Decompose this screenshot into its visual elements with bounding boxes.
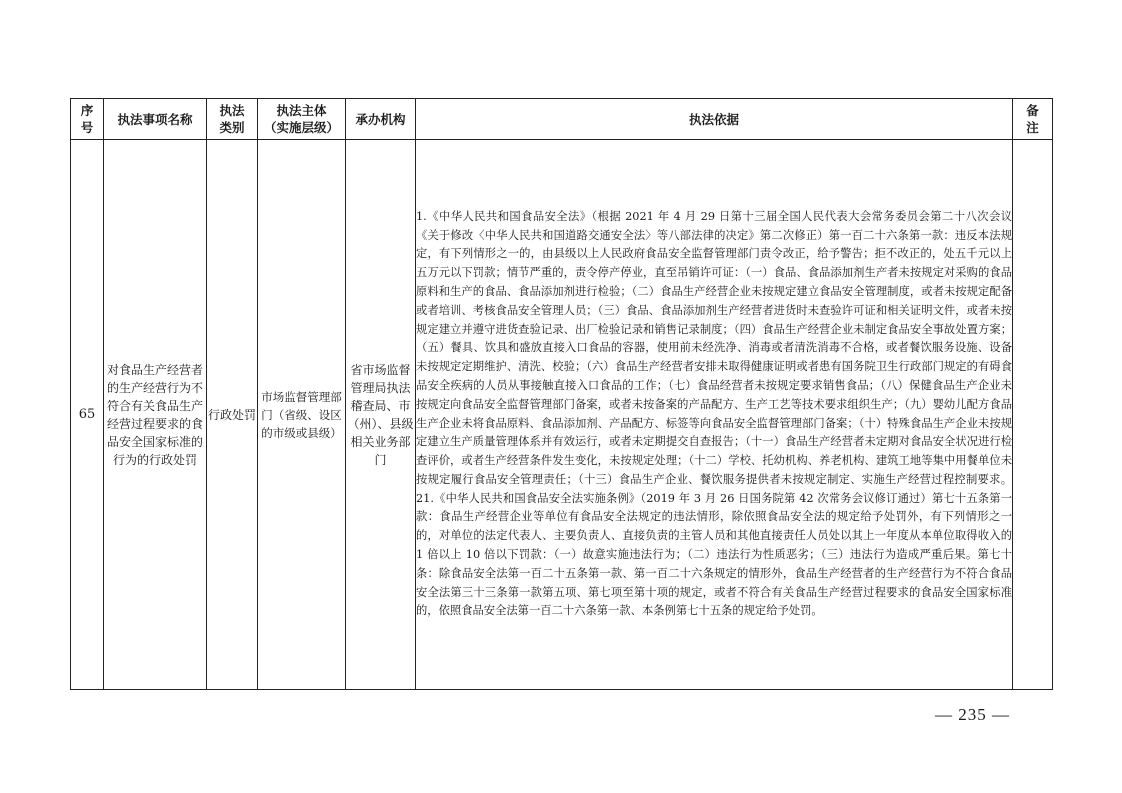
row-subject: 市场监督管理部门（省级、设区的市级或县级） (258, 140, 346, 690)
header-category (207, 99, 258, 140)
row-basis: 1.《中华人民共和国食品安全法》（根据 2021 年 4 月 29 日第十三届全国人民代表大会常务委员会第二十八次会议《关于修改〈中华人民共和国道路交通安全法〉等八部法律的决定》第二次修正）第一百二十六条第一款：违反本法规定，有下列情形之一的，由县级以上人民政府食品安全监督管理部门责令改正，给予警告；拒不改正的，处五千元以上五万元以下罚款；情节严重的，责令停产停业，直至吊销许可证：（一）食品、食品添加剂生产者未按规定对采购的食品原料和生产的食品、食品添加剂进行检验；（二）食品生产经营企业未按规定建立食品安全管理制度，或者未按规定配备或者培训、考核食品安全管理人员；（三）食品、食品添加剂生产经营者进货时未查验许可证和相关证明文件，或者未按规定建立并遵守进货查验记录、出厂检验记录和销售记录制度；（四）食品生产经营企业未制定食品安全事故处置方案；（五）餐具、饮具和盛放直接入口食品的容器，使用前未经洗净、消毒或者清洗消毒不合格，或者餐饮服务设施、设备未按规定定期维护、清洗、校验；（六）食品生产经营者安排未取得健康证明或者患有国务院卫生行政部门规定的有碍食品安全疾病的人员从事接触直接入口食品的工作；（七）食品经营者未按规定要求销售食品；（八）保健食品生产企业未按规定向食品安全监督管理部门备案，或者未按备案的产品配方、生产工艺等技术要求组织生产；（九）婴幼儿配方食品生产企业未将食品原料、食品添加剂、产品配方、标签等向食品安全监督管理部门备案；（十）特殊食品生产企业未按规定建立生产质量管理体系并有效运行，或者未定期提交自查报告；（十一）食品生产经营者未定期对食品安全状况进行检查评价，或者生产经营条件发生变化，未按规定处理；（十二）学校、托幼机构、养老机构、建筑工地等集中用餐单位未按规定履行食品安全管理责任；（十三）食品生产企业、餐饮服务提供者未按规定制定、实施生产经营过程控制要求。21.《中华人民共和国食品安全法实施条例》（2019 年 3 月 26 日国务院第 42 次常务会议修订通过）第七十五条第一款：食品生产经营企业等单位有食品安全法规定的违法情形，除依照食品安全法的规定给予处罚外，有下列情形之一的，对单位的法定代表人、主要负责人、直接负责的主管人员和其他直接责任人员处以其上一年度从本单位取得收入的 1 倍以上 10 倍以下罚款：（一）故意实施违法行为；（二）违法行为性质恶劣；（三）违法行为造成严重后果。第七十条：除食品安全法第一百二十五条第一款、第一百二十六条规定的情形外，食品生产经营者的生产经营行为不符合食品安全法第三十三条第一款第五项、第七项至第十项的规定，或者不符合有关食品生产经营过程要求的食品安全国家标准的，依照食品安全法第一百二十六条第一款、本条例第七十五条的规定给予处罚。 (416, 140, 1013, 690)
enforcement-table (70, 98, 1053, 690)
header-basis: 执法依据 (416, 99, 1013, 140)
header-seq (71, 99, 104, 140)
header-item-name: 执法事项名称 (104, 99, 207, 140)
header-category-label: 执法 类别 (219, 103, 245, 135)
header-remark-label: 备 注 (1026, 103, 1039, 135)
header-subject (258, 99, 346, 140)
row-item-name: 对食品生产经营者的生产经营行为不符合有关食品生产经营过程要求的食品安全国家标准的行为的行政处罚 (104, 140, 207, 690)
row-org: 省市场监督管理局执法稽查局、市（州）、县级相关业务部门 (346, 140, 416, 690)
row-seq: 65 (71, 140, 104, 690)
header-remark (1013, 99, 1053, 140)
header-subject-label: 执法主体 （实施层级） (263, 103, 339, 135)
table-row (71, 140, 1053, 690)
page-number: — 235 — (935, 705, 1010, 724)
header-org: 承办机构 (346, 99, 416, 140)
row-remark (1013, 140, 1053, 690)
header-seq-label: 序 号 (80, 103, 94, 135)
table-header-row (71, 99, 1053, 140)
row-category: 行政处罚 (207, 140, 258, 690)
